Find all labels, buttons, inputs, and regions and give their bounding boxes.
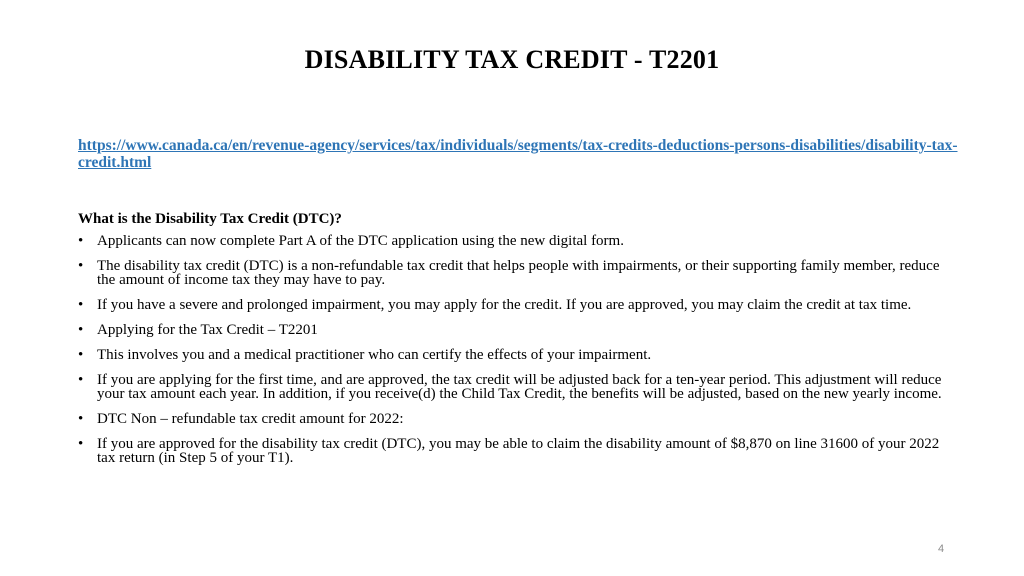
bullet-item xyxy=(78,234,958,248)
bullet-text: If you are applying for the first time, and are approved, the tax credit will be adjusted back for a ten-year period. This adjustment will reduce your tax amount each year. In addition, if you receive(d) the Child Tax Credit, the benefits will be adjusted, based on the new yearly income. xyxy=(97,372,942,402)
bullet-text: Applicants can now complete Part A of the DTC application using the new digital form. xyxy=(97,233,624,249)
dtc-info-link[interactable]: https://www.canada.ca/en/revenue-agency/services/tax/individuals/segments/tax-credits-deductions-persons-disabilities/disability-tax-credit.html xyxy=(78,137,958,171)
page-number: 4 xyxy=(938,543,945,555)
slide-title: DISABILITY TAX CREDIT - T2201 xyxy=(304,45,720,74)
bullet-text: The disability tax credit (DTC) is a non-refundable tax credit that helps people with impairments, or their supporting family member, reduce the amount of income tax they may have to pay. xyxy=(97,258,940,288)
bullet-item xyxy=(78,412,958,426)
bullet-icon: • xyxy=(78,436,84,452)
bullet-item xyxy=(78,437,958,465)
bullet-icon: • xyxy=(78,322,84,338)
bullet-text: If you are approved for the disability tax credit (DTC), you may be able to claim the disability amount of $8,870 on line 31600 of your 2022 tax return (in Step 5 of your T1). xyxy=(97,436,940,466)
bullet-item xyxy=(78,259,958,287)
bullet-text: Applying for the Tax Credit – T2201 xyxy=(97,322,318,338)
bullet-icon: • xyxy=(78,297,84,313)
section-heading: What is the Disability Tax Credit (DTC)? xyxy=(78,211,342,227)
bullet-item xyxy=(78,348,958,362)
bullet-icon: • xyxy=(78,347,84,363)
bullet-icon: • xyxy=(78,372,84,388)
bullet-icon: • xyxy=(78,258,84,274)
slide-content xyxy=(78,210,958,476)
bullet-text: If you have a severe and prolonged impairment, you may apply for the credit. If you are approved, you may claim the credit at tax time. xyxy=(97,297,912,313)
bullet-icon: • xyxy=(78,411,84,427)
bullet-item xyxy=(78,298,958,312)
bullet-item xyxy=(78,323,958,337)
bullet-list xyxy=(78,234,958,465)
bullet-text: This involves you and a medical practitioner who can certify the effects of your impairment. xyxy=(97,347,652,363)
bullet-text: DTC Non – refundable tax credit amount for 2022: xyxy=(97,411,404,427)
bullet-icon: • xyxy=(78,233,84,249)
bullet-item xyxy=(78,373,958,401)
